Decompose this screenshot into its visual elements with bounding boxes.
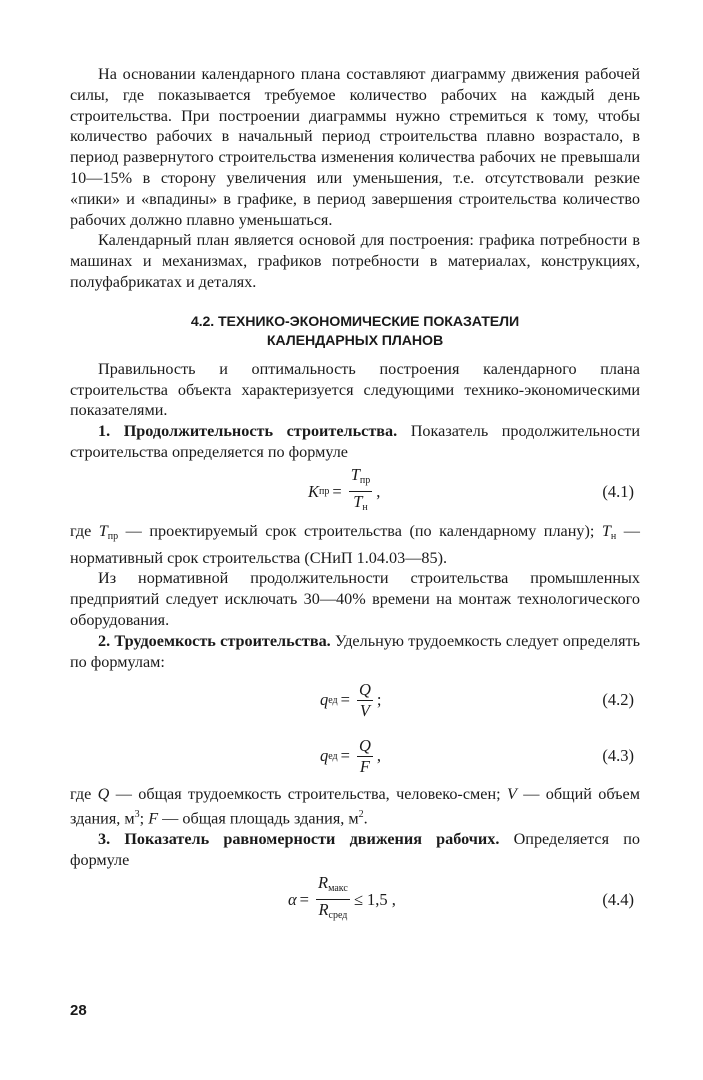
- formula-4-1: K пр = $\frac{T_{пр}}{T_н}$ , (4.1): [70, 463, 640, 521]
- paragraph-calendar-plan-basis: Календарный план является основой для построения: графика потребности в машинах и механизмах, графиков потребности в материалах, конструкциях, полуфабрикатах и деталях.: [70, 231, 640, 291]
- paragraph-uniformity: [70, 829, 640, 871]
- formula-4-3-fraction: $\frac{Q}{F}$: [358, 735, 371, 776]
- paragraph-duration-legend: где $T_{пр}$ — проектируемый срок строительства (по календарному плану); $T_н$ — нормативный срок строительства (СНиП 1.04.03—85).: [70, 521, 640, 567]
- paragraph-duration: [70, 421, 640, 463]
- formula-4-3-lhs: q: [320, 746, 329, 766]
- formula-4-1-lhs: K: [308, 481, 320, 501]
- formula-4-2-fraction: $\frac{Q}{V}$: [358, 679, 371, 720]
- formula-4-1-fraction: $\frac{T_{пр}}{T_н}$: [350, 465, 371, 514]
- paragraph-workforce-diagram: На основании календарного плана составляют диаграмму движения рабочей силы, где показывается требуемое количество рабочих на каждый день строительства. При построении диаграммы нужно стремиться к тому, чтобы количество рабочих в начальный период строительства плавно возрастало, в период развернутого строительства изменения количества рабочих не превышали 10—15% в сторону увеличения или уменьшения, т.е. отсутствовали резкие «пики» и «впадины» в графике, в период завершения строительства количество рабочих должно плавно уменьшаться.: [70, 65, 640, 229]
- paragraph-equipment-exclusion: Из нормативной продолжительности строительства промышленных предприятий следует исключать 30—40% времени на монтаж технологического оборудования.: [70, 569, 640, 629]
- uniformity-title: 3. Показатель равномерности движения рабочих.: [98, 830, 500, 849]
- page-text: [70, 64, 640, 929]
- formula-4-3-number: (4.3): [602, 746, 634, 766]
- duration-text: Показатель продолжительности строительства определяется по формуле: [70, 422, 640, 461]
- formula-4-3: q ед = $\frac{Q}{F}$ , (4.3): [320, 735, 634, 776]
- formula-4-2-lhs: q: [320, 690, 329, 710]
- labor-text: Удельную трудоемкость следует определять по формулам:: [70, 631, 640, 671]
- formula-4-4-fraction: $\frac{R_{макс}}{R_{сред}}$: [317, 873, 348, 922]
- paragraph-labor-intensity: [70, 631, 640, 673]
- paragraph-indicators-intro: Правильность и оптимальность построения календарного плана строительства объекта характеризуется следующими технико-экономическими показателями.: [70, 359, 640, 420]
- section-heading-line2: КАЛЕНДАРНЫХ ПЛАНОВ: [266, 332, 444, 349]
- formula-4-2-tail: ;: [376, 690, 382, 710]
- duration-title: 1. Продолжительность строительства.: [98, 422, 398, 441]
- section-heading: [70, 313, 640, 351]
- formula-4-1-number: (4.1): [602, 481, 634, 501]
- formula-4-2: q ед = $\frac{Q}{V}$ ; (4.2): [320, 679, 634, 720]
- formula-4-3-tail: ,: [376, 746, 382, 766]
- formula-4-1-lhs-sub: пр: [319, 486, 330, 498]
- formula-4-2-number: (4.2): [602, 690, 634, 710]
- formula-4-4-number: (4.4): [602, 889, 634, 909]
- formula-4-4-lhs: α: [288, 889, 297, 909]
- uniformity-text: Определяется по формуле: [70, 830, 640, 870]
- formula-4-4: α = $\frac{R_{макс}}{R_{сред}}$ ≤ 1,5 , (4.4): [70, 871, 640, 929]
- formula-4-1-tail: ,: [376, 481, 381, 501]
- section-heading-line1: 4.2. ТЕХНИКО-ЭКОНОМИЧЕСКИЕ ПОКАЗАТЕЛИ: [190, 313, 520, 330]
- paragraph-labor-legend: где Q — общая трудоемкость строительства, человеко-смен; V — общий объем здания, $м^3$; F — общая площадь здания, $м^2$.: [70, 785, 640, 828]
- formula-4-4-tail: ≤ 1,5 ,: [353, 889, 396, 909]
- page-number: 28: [70, 1002, 87, 1019]
- labor-title: 2. Трудоемкость строительства.: [98, 631, 331, 650]
